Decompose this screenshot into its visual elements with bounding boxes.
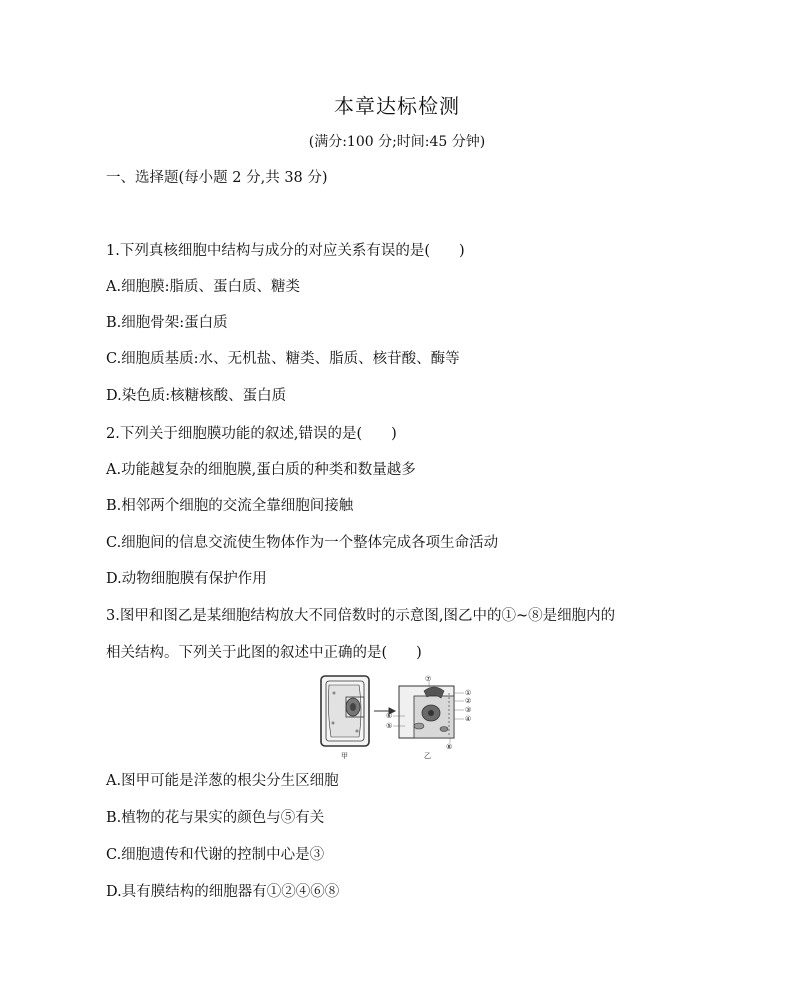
figure-label-2: ② — [465, 697, 472, 705]
question-1-option-d: D.染色质:核糖核酸、蛋白质 — [106, 388, 287, 404]
figure-caption-yi: 乙 — [424, 752, 431, 760]
question-3-option-b: B.植物的花与果实的颜色与⑤有关 — [106, 810, 325, 826]
figure-label-1: ① — [465, 689, 472, 697]
question-1-option-a: A.细胞膜:脂质、蛋白质、糖类 — [106, 279, 300, 295]
figure-label-6: ⑥ — [386, 712, 393, 720]
figure-caption-jia: 甲 — [341, 752, 348, 760]
question-1-option-b: B.细胞骨架:蛋白质 — [106, 315, 228, 331]
question-1-option-c: C.细胞质基质:水、无机盐、糖类、脂质、核苷酸、酶等 — [106, 351, 460, 367]
figure-label-7: ⑦ — [425, 675, 432, 683]
figure-jia-cell — [321, 676, 369, 746]
question-2-option-a: A.功能越复杂的细胞膜,蛋白质的种类和数量越多 — [106, 462, 416, 478]
question-2-stem: 2.下列关于细胞膜功能的叙述,错误的是( ) — [106, 426, 397, 442]
figure-label-5: ⑤ — [386, 722, 393, 730]
figure-label-3: ③ — [465, 706, 472, 714]
question-3-option-d: D.具有膜结构的细胞器有①②④⑥⑧ — [106, 884, 340, 900]
figure-label-8: ⑧ — [446, 743, 453, 751]
question-3-stem-line-2: 相关结构。下列关于此图的叙述中正确的是( ) — [106, 645, 422, 661]
question-3-option-a: A.图甲可能是洋葱的根尖分生区细胞 — [106, 773, 339, 789]
cell-structure-figure — [319, 673, 489, 763]
figure-label-4: ④ — [465, 715, 472, 723]
page-subtitle: (满分:100 分;时间:45 分钟) — [308, 134, 486, 150]
question-2-option-b: B.相邻两个细胞的交流全靠细胞间接触 — [106, 498, 354, 514]
question-1-stem: 1.下列真核细胞中结构与成分的对应关系有误的是( ) — [106, 243, 465, 259]
figure-yi-magnified — [399, 686, 454, 738]
question-2-option-c: C.细胞间的信息交流使生物体作为一个整体完成各项生命活动 — [106, 535, 499, 551]
question-3-option-c: C.细胞遗传和代谢的控制中心是③ — [106, 847, 325, 863]
question-3-stem-line-1: 3.图甲和图乙是某细胞结构放大不同倍数时的示意图,图乙中的①~⑧是细胞内的 — [106, 608, 616, 624]
page-title: 本章达标检测 — [334, 94, 460, 118]
question-2-option-d: D.动物细胞膜有保护作用 — [106, 571, 267, 587]
section-heading: 一、选择题(每小题 2 分,共 38 分) — [106, 170, 328, 186]
